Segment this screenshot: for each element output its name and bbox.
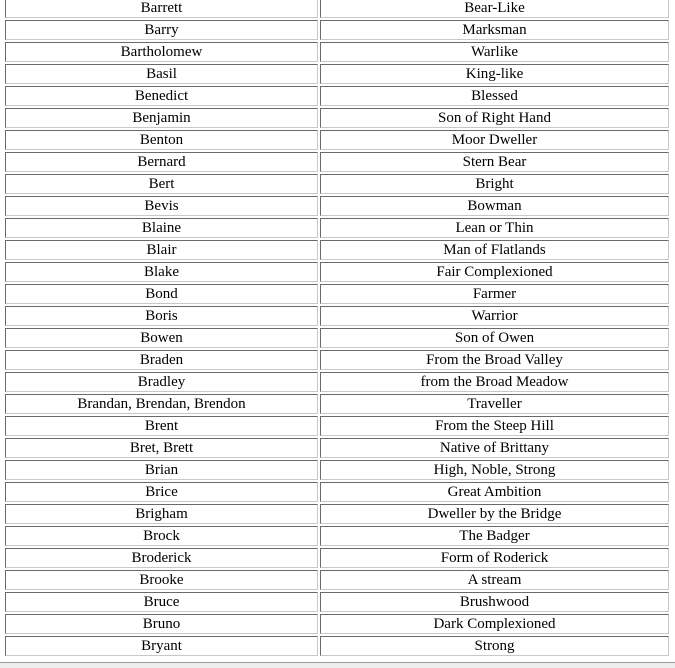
- name-cell: Benton: [5, 130, 318, 150]
- meaning-cell: A stream: [320, 570, 669, 590]
- table-row: [5, 570, 669, 590]
- name-cell: Bradley: [5, 372, 318, 392]
- table-row: [5, 438, 669, 458]
- table-row: [5, 86, 669, 106]
- table-row: [5, 460, 669, 480]
- table-row: [5, 372, 669, 392]
- table-row: [5, 218, 669, 238]
- meaning-cell: From the Steep Hill: [320, 416, 669, 436]
- name-cell: Broderick: [5, 548, 318, 568]
- name-cell: Brent: [5, 416, 318, 436]
- table-row: [5, 636, 669, 656]
- meaning-cell: Fair Complexioned: [320, 262, 669, 282]
- name-cell: Blake: [5, 262, 318, 282]
- table-row: [5, 174, 669, 194]
- meaning-cell: Marksman: [320, 20, 669, 40]
- meaning-cell: Form of Roderick: [320, 548, 669, 568]
- table-row: [5, 350, 669, 370]
- meaning-cell: Bowman: [320, 196, 669, 216]
- meaning-cell: Son of Owen: [320, 328, 669, 348]
- table-row: [5, 548, 669, 568]
- name-cell: Brigham: [5, 504, 318, 524]
- meaning-cell: Son of Right Hand: [320, 108, 669, 128]
- name-cell: Bond: [5, 284, 318, 304]
- name-cell: Benjamin: [5, 108, 318, 128]
- name-cell: Bert: [5, 174, 318, 194]
- meaning-cell: Blessed: [320, 86, 669, 106]
- table-row: [5, 526, 669, 546]
- meaning-cell: from the Broad Meadow: [320, 372, 669, 392]
- name-cell: Basil: [5, 64, 318, 84]
- name-cell: Bruce: [5, 592, 318, 612]
- meaning-cell: Warlike: [320, 42, 669, 62]
- name-cell: Brooke: [5, 570, 318, 590]
- meaning-cell: Traveller: [320, 394, 669, 414]
- table-row: [5, 0, 669, 18]
- meaning-cell: Bright: [320, 174, 669, 194]
- table-row: [5, 42, 669, 62]
- page-bottom-edge: [0, 662, 675, 668]
- table-row: [5, 614, 669, 634]
- meaning-cell: High, Noble, Strong: [320, 460, 669, 480]
- name-cell: Blaine: [5, 218, 318, 238]
- name-cell: Brock: [5, 526, 318, 546]
- name-cell: Boris: [5, 306, 318, 326]
- name-cell: Barrett: [5, 0, 318, 18]
- table-row: [5, 482, 669, 502]
- meaning-cell: Brushwood: [320, 592, 669, 612]
- meaning-cell: Farmer: [320, 284, 669, 304]
- meaning-cell: Stern Bear: [320, 152, 669, 172]
- name-cell: Braden: [5, 350, 318, 370]
- meaning-cell: Great Ambition: [320, 482, 669, 502]
- meaning-cell: Strong: [320, 636, 669, 656]
- table-row: [5, 20, 669, 40]
- meaning-cell: King-like: [320, 64, 669, 84]
- name-cell: Brice: [5, 482, 318, 502]
- name-cell: Brian: [5, 460, 318, 480]
- table-row: [5, 262, 669, 282]
- meaning-cell: Dweller by the Bridge: [320, 504, 669, 524]
- table-row: [5, 196, 669, 216]
- table-row: [5, 306, 669, 326]
- names-table-body: [5, 0, 669, 656]
- name-cell: Bret, Brett: [5, 438, 318, 458]
- table-row: [5, 504, 669, 524]
- names-table-container: [3, 0, 671, 658]
- name-cell: Brandan, Brendan, Brendon: [5, 394, 318, 414]
- name-cell: Bevis: [5, 196, 318, 216]
- name-cell: Benedict: [5, 86, 318, 106]
- meaning-cell: Lean or Thin: [320, 218, 669, 238]
- table-row: [5, 328, 669, 348]
- meaning-cell: Moor Dweller: [320, 130, 669, 150]
- table-row: [5, 64, 669, 84]
- name-cell: Bruno: [5, 614, 318, 634]
- name-cell: Bartholomew: [5, 42, 318, 62]
- table-row: [5, 592, 669, 612]
- table-row: [5, 130, 669, 150]
- name-cell: Bowen: [5, 328, 318, 348]
- meaning-cell: The Badger: [320, 526, 669, 546]
- name-cell: Bryant: [5, 636, 318, 656]
- table-row: [5, 284, 669, 304]
- table-row: [5, 240, 669, 260]
- name-cell: Barry: [5, 20, 318, 40]
- names-table: [3, 0, 671, 658]
- name-cell: Bernard: [5, 152, 318, 172]
- meaning-cell: Dark Complexioned: [320, 614, 669, 634]
- table-row: [5, 416, 669, 436]
- name-cell: Blair: [5, 240, 318, 260]
- table-row: [5, 394, 669, 414]
- meaning-cell: Native of Brittany: [320, 438, 669, 458]
- table-row: [5, 152, 669, 172]
- meaning-cell: Warrior: [320, 306, 669, 326]
- table-row: [5, 108, 669, 128]
- meaning-cell: Bear-Like: [320, 0, 669, 18]
- meaning-cell: Man of Flatlands: [320, 240, 669, 260]
- meaning-cell: From the Broad Valley: [320, 350, 669, 370]
